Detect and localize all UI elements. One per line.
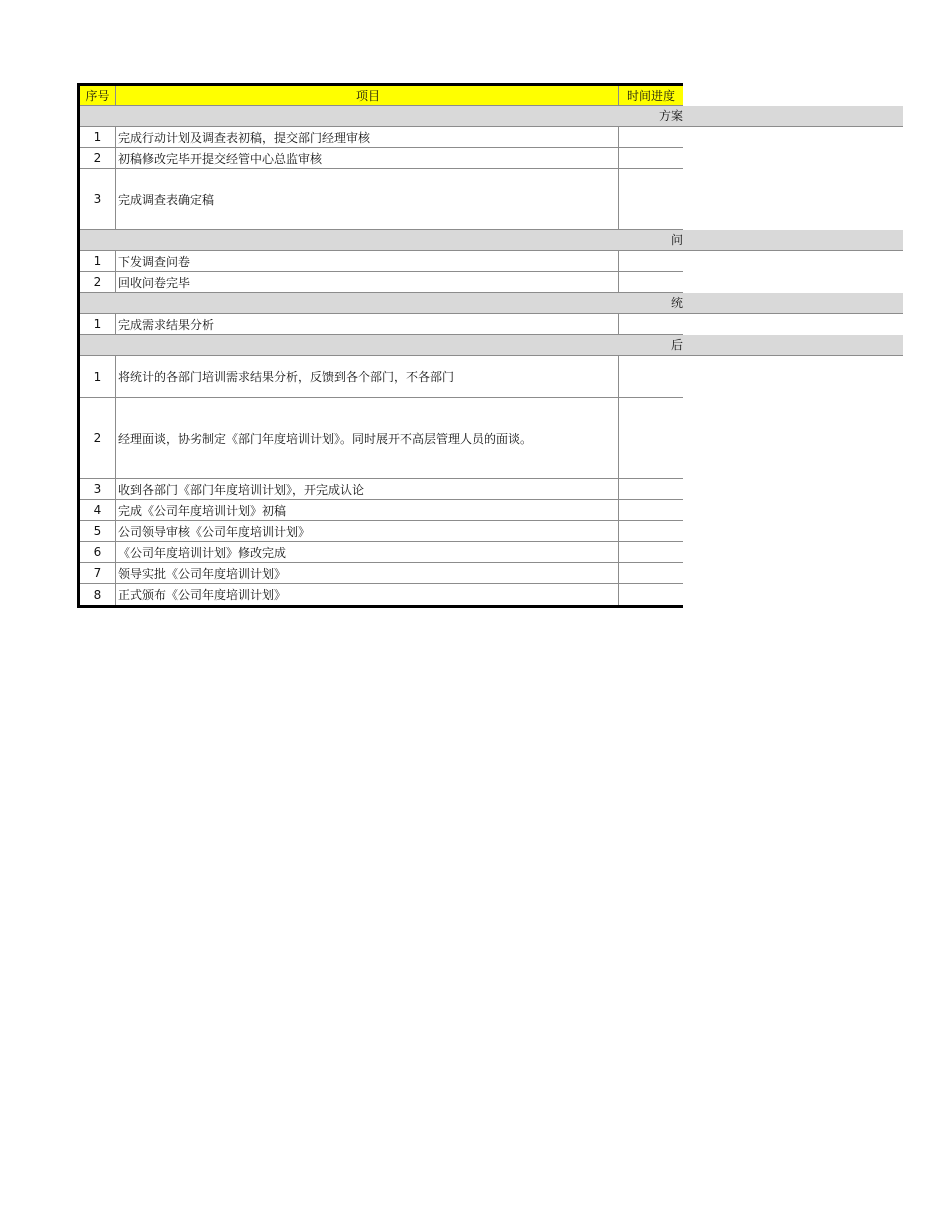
header-time: 时间进度 <box>626 89 675 103</box>
row-time[interactable] <box>619 479 683 499</box>
row-no: 7 <box>80 563 116 583</box>
header-no: 序号 <box>80 86 116 105</box>
row-no: 1 <box>80 314 116 334</box>
table-row <box>80 563 683 584</box>
table-row <box>80 542 683 563</box>
table-row <box>80 127 683 148</box>
row-no: 3 <box>80 479 116 499</box>
row-item: 领导实批《公司年度培训计划》 <box>116 563 619 583</box>
row-time[interactable] <box>619 169 683 229</box>
row-item: 收到各部门《部门年度培训计划》，开完成认论 <box>116 479 619 499</box>
section-row <box>80 335 903 356</box>
row-no: 1 <box>80 356 116 397</box>
row-no: 2 <box>80 398 116 478</box>
table-row <box>80 500 683 521</box>
section-row <box>80 106 903 127</box>
row-time[interactable] <box>619 272 683 292</box>
header-item: 项目 <box>116 86 619 105</box>
table-row <box>80 479 683 500</box>
row-time[interactable] <box>619 398 683 478</box>
row-time[interactable] <box>619 521 683 541</box>
row-no: 1 <box>80 127 116 147</box>
row-no: 3 <box>80 169 116 229</box>
row-item: 《公司年度培训计划》修改完成 <box>116 542 619 562</box>
row-time[interactable] <box>619 584 683 605</box>
row-time[interactable] <box>619 356 683 397</box>
table-row <box>80 251 683 272</box>
row-time[interactable] <box>619 148 683 168</box>
row-time[interactable] <box>619 563 683 583</box>
row-item: 正式颁布《公司年度培训计划》 <box>116 584 619 605</box>
table-header-row <box>80 86 683 106</box>
row-no: 5 <box>80 521 116 541</box>
row-time[interactable] <box>619 127 683 147</box>
row-no: 8 <box>80 584 116 605</box>
row-item: 下发调查问卷 <box>116 251 619 271</box>
row-item: 完成行动计划及调查表初稿，提交部门经理审核 <box>116 127 619 147</box>
section-row <box>80 230 903 251</box>
row-item: 初稿修改完毕开提交经管中心总监审核 <box>116 148 619 168</box>
row-no: 2 <box>80 272 116 292</box>
section-label: 后 <box>670 338 683 352</box>
row-item: 完成需求结果分析 <box>116 314 619 334</box>
row-item: 将统计的各部门培训需求结果分析，反馈到各个部门，不各部门 <box>116 356 619 397</box>
section-label: 统 <box>670 296 683 310</box>
row-no: 1 <box>80 251 116 271</box>
row-time[interactable] <box>619 251 683 271</box>
row-time[interactable] <box>619 500 683 520</box>
table-row <box>80 148 683 169</box>
row-time[interactable] <box>619 314 683 334</box>
table-row <box>80 521 683 542</box>
row-item: 完成调查表确定稿 <box>116 169 619 229</box>
row-item: 完成《公司年度培训计划》初稿 <box>116 500 619 520</box>
table-row <box>80 272 683 293</box>
row-no: 2 <box>80 148 116 168</box>
row-no: 6 <box>80 542 116 562</box>
training-plan-table <box>77 83 683 608</box>
row-item: 经理面谈，协劣制定《部门年度培训计划》。同时展开不高层管理人员的面谈。 <box>116 398 619 478</box>
table-row <box>80 584 683 605</box>
row-no: 4 <box>80 500 116 520</box>
table-row <box>80 356 683 398</box>
row-time[interactable] <box>619 542 683 562</box>
row-item: 公司领导审核《公司年度培训计划》 <box>116 521 619 541</box>
section-label: 方案 <box>658 109 683 123</box>
section-row <box>80 293 903 314</box>
section-label: 问 <box>670 233 683 247</box>
table-row <box>80 169 683 230</box>
row-item: 回收问卷完毕 <box>116 272 619 292</box>
table-row <box>80 398 683 479</box>
table-row <box>80 314 683 335</box>
